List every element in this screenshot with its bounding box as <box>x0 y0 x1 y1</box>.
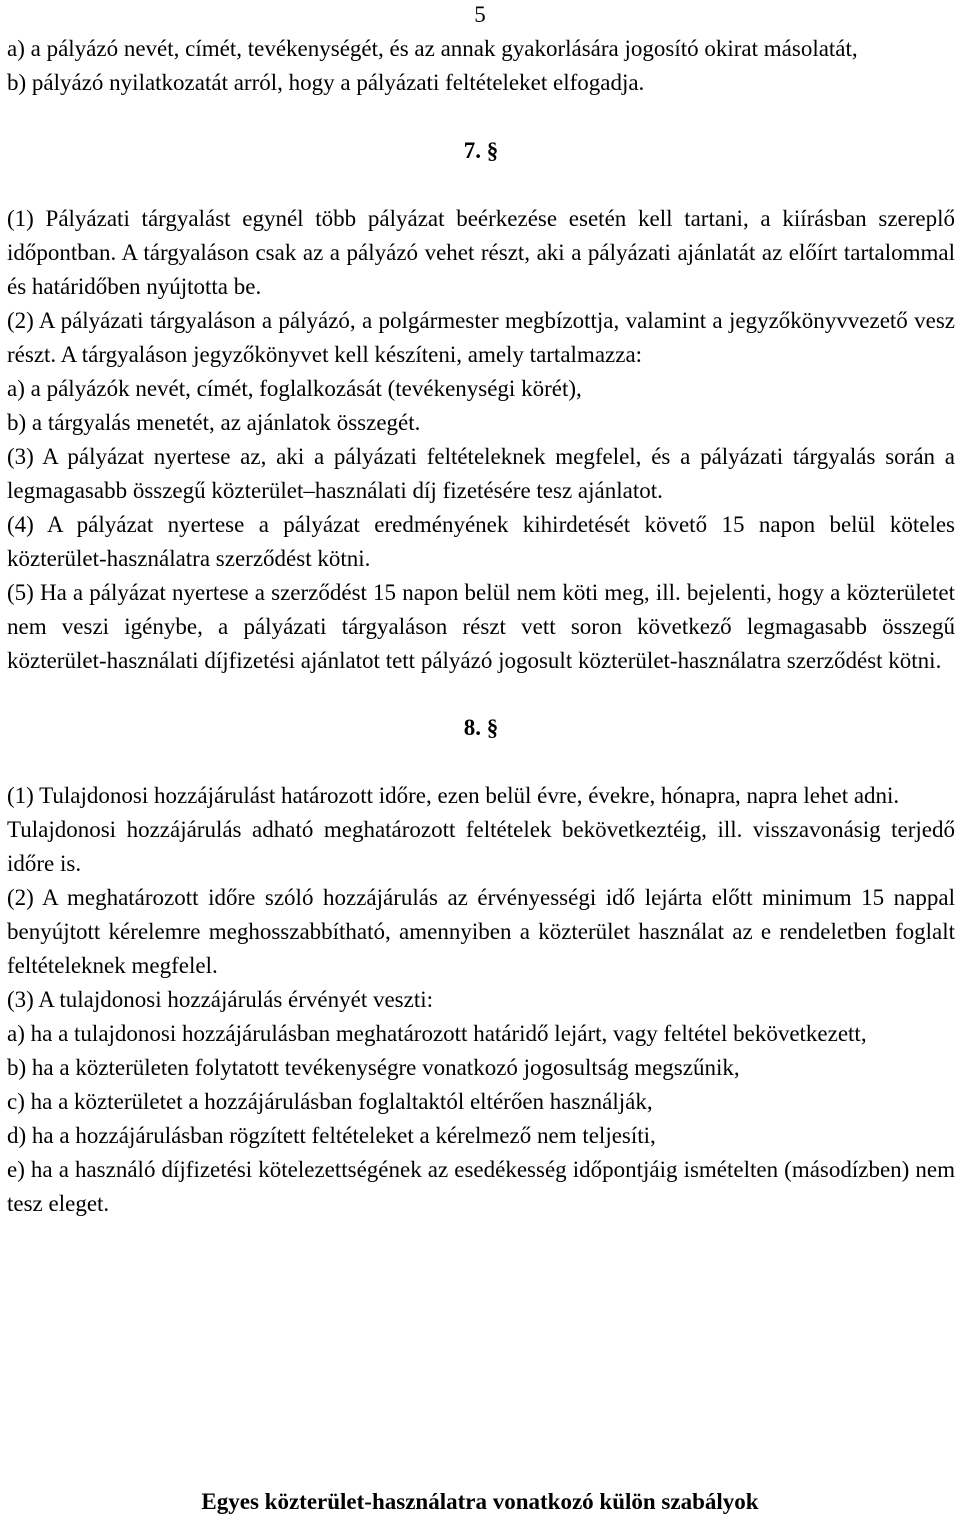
list-item: a) ha a tulajdonosi hozzájárulásban meghatározott határidő lejárt, vagy feltétel bekövetkezett, <box>7 1021 867 1046</box>
list-item: b) pályázó nyilatkozatát arról, hogy a pályázati feltételeket elfogadja. <box>7 70 645 95</box>
section-7-heading: 7. § <box>463 138 499 163</box>
paragraph: (4) A pályázat nyertese a pályázat eredményének kihirdetését követő 15 napon belül köteles közterület-használatra szerződést kötni. <box>7 512 955 571</box>
paragraph: (2) A pályázati tárgyaláson a pályázó, a polgármester megbízottja, valamint a jegyzőkönyvvezető vesz részt. A tárgyaláson jegyzőkönyvet kell készíteni, amely tartalmazza: <box>7 308 955 367</box>
list-item: c) ha a közterületet a hozzájárulásban foglaltaktól eltérően használják, <box>7 1089 653 1114</box>
list-item: b) a tárgyalás menetét, az ajánlatok összegét. <box>7 410 421 435</box>
page-number: 5 <box>474 2 486 27</box>
paragraph: (1) Tulajdonosi hozzájárulást határozott időre, ezen belül évre, évekre, hónapra, napra lehet adni. <box>7 783 900 808</box>
section-8-heading: 8. § <box>463 715 499 740</box>
paragraph: (3) A pályázat nyertese az, aki a pályázati feltételeknek megfelel, és a pályázati tárgyalás során a legmagasabb összegű közterület–használati díj fizetésére tesz ajánlatot. <box>7 444 955 503</box>
document-body <box>7 32 955 1221</box>
list-item: a) a pályázó nevét, címét, tevékenységét, és az annak gyakorlására jogosító okirat másolatát, <box>7 36 858 61</box>
paragraph: (3) A tulajdonosi hozzájárulás érvényét veszti: <box>7 987 434 1012</box>
paragraph: (1) Pályázati tárgyalást egynél több pályázat beérkezése esetén kell tartani, a kiírásban szereplő időpontban. A tárgyaláson csak az a pályázó vehet részt, aki a pályázati ajánlatát az előírt tartalommal és határidőben nyújtotta be. <box>7 206 955 299</box>
section-title: Egyes közterület-használatra vonatkozó külön szabályok <box>201 1489 759 1514</box>
paragraph: (5) Ha a pályázat nyertese a szerződést 15 napon belül nem köti meg, ill. bejelenti, hogy a közterületet nem veszi igénybe, a pályázati tárgyaláson részt vett soron következő legmagasabb összegű közterület-használati díjfizetési ajánlatot tett pályázó jogosult közterület-használatra szerződést kötni. <box>7 580 955 673</box>
list-item: b) ha a közterületen folytatott tevékenységre vonatkozó jogosultság megszűnik, <box>7 1055 740 1080</box>
list-item: d) ha a hozzájárulásban rögzített feltételeket a kérelmező nem teljesíti, <box>7 1123 656 1148</box>
list-item: a) a pályázók nevét, címét, foglalkozását (tevékenységi körét), <box>7 376 582 401</box>
list-item: e) ha a használó díjfizetési kötelezettségének az esedékesség időpontjáig ismételten (másodízben) nem tesz eleget. <box>7 1157 955 1216</box>
paragraph: Tulajdonosi hozzájárulás adható meghatározott feltételek bekövetkeztéig, ill. visszavonásig terjedő időre is. <box>7 817 955 876</box>
paragraph: (2) A meghatározott időre szóló hozzájárulás az érvényességi idő lejárta előtt minimum 15 nappal benyújtott kérelemre meghosszabbítható, amennyiben a közterület használat az e rendeletben foglalt feltételeknek megfelel. <box>7 885 955 978</box>
